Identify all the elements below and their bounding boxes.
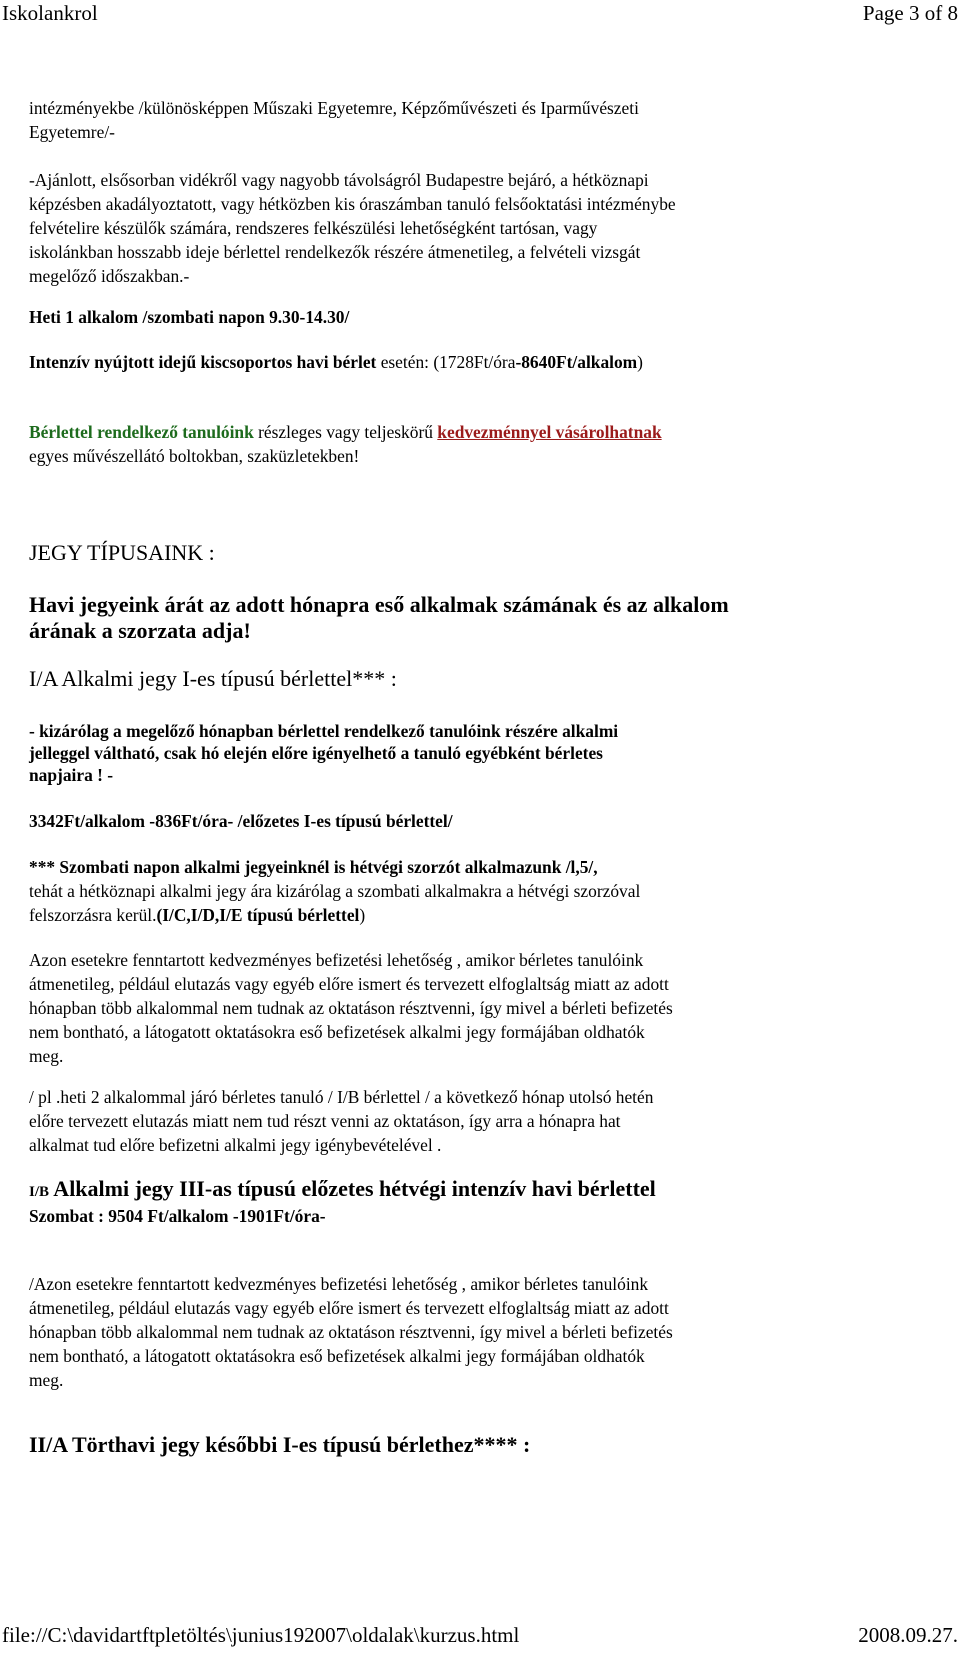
ia-description: - kizárólag a megelőző hónapban bérlettel rendelkező tanulóink részére alkalmi jelleggel váltható, csak hó elején előre igényelhető a tanuló egyébként bérletes napjaira ! - <box>29 721 619 785</box>
paragraph-ajanlott: -Ajánlott, elsősorban vidékről vagy nagyobb távolságról Budapestre bejáró, a hétköznapi képzésben akadályoztatott, vagy hétközben kis óraszámban tanuló felsőoktatási intézménybe felvételire készülők számára, rendszeres felkészülési lehetőségként tartósan, vagy iskolánkban hosszabb ideje bérlettel rendelkezők részére átmenetileg, a felvételi vizsgát megelőző időszakban.- <box>29 170 676 286</box>
print-date: 2008.09.27. <box>858 1623 958 1647</box>
page-header <box>0 0 960 30</box>
section-title-ia: I/A Alkalmi jegy I-es típusú bérlettel*** : <box>29 666 397 691</box>
ia-price: 3342Ft/alkalom -836Ft/óra- /előzetes I-es típusú bérlettel/ <box>29 811 453 831</box>
saturday-multiplier-paragraph: *** Szombati napon alkalmi jegyeinknél is hétvégi szorzót alkalmazunk /l,5/, tehát a hétköznapi alkalmi jegy ára kizárólag a szombati alkalmakra a hétvégi szorzóval felszorzásra kerül.(I/C,I/D,I/E típusú bérlettel) <box>29 857 641 925</box>
pass-holders-label: Bérlettel rendelkező tanulóink <box>29 422 254 442</box>
discount-link[interactable]: kedvezménnyel vásárolhatnak <box>437 422 662 442</box>
paragraph-example: / pl .heti 2 alkalommal járó bérletes tanuló / I/B bérlettel / a következő hónap utolsó hetén előre tervezett elutazás miatt nem tud részt venni az oktatáson, így arra a hónapra hat alkalmat tud előre befizetni alkalmi jegy igénybevételével . <box>29 1087 654 1155</box>
section-title-ib: I/B Alkalmi jegy III-as típusú előzetes hétvégi intenzív havi bérlettel Szombat : 9504 Ft/alkalom -1901Ft/óra- <box>29 1176 929 1227</box>
paragraph-intezmenyek: intézményekbe /különösképpen Műszaki Egyetemre, Képzőművészeti és Iparművészeti Egyetemre/- <box>29 98 639 142</box>
file-path: file://C:\davidartftpletöltés\junius192007\oldalak\kurzus.html <box>2 1623 520 1647</box>
ib-price: Szombat : 9504 Ft/alkalom -1901Ft/óra- <box>29 1206 326 1226</box>
document-title: Iskolankrol <box>2 1 98 25</box>
schedule-line: Heti 1 alkalom /szombati napon 9.30-14.30/ <box>29 307 350 327</box>
page-footer <box>0 1622 960 1652</box>
section-title-iia: II/A Törthavi jegy későbbi I-es típusú bérlethez**** : <box>29 1432 531 1457</box>
page-number: Page 3 of 8 <box>862 1 958 25</box>
section-title-ticket-types: JEGY TÍPUSAINK : <box>29 540 215 565</box>
paragraph-azon-1: Azon esetekre fenntartott kedvezményes befizetési lehetőség , amikor bérletes tanulóink átmenetileg, például elutazás vagy egyéb előre ismert és tervezett elfoglaltság miatt az adott hónapban több alkalommal nem tudnak az oktatáson résztvenni, így mivel a bérleti befizetés nem bontható, a látogatott oktatásokra eső befizetések alkalmi jegy formájában oldhatók meg. <box>29 950 673 1066</box>
monthly-price-rule: Havi jegyeink árát az adott hónapra eső alkalmak számának és az alkalom árának a szorzata adja! <box>29 592 729 643</box>
discount-paragraph: Bérlettel rendelkező tanulóink részleges vagy teljeskörű kedvezménnyel vásárolhatnak egyes művészellátó boltokban, szaküzletekben! <box>29 422 662 466</box>
intensive-pass-line: Intenzív nyújtott idejű kiscsoportos havi bérlet esetén: (1728Ft/óra-8640Ft/alkalom) <box>29 352 643 372</box>
paragraph-azon-2: /Azon esetekre fenntartott kedvezményes befizetési lehetőség , amikor bérletes tanulóink átmenetileg, például elutazás vagy egyéb előre ismert és tervezett elfoglaltság miatt az adott hónapban több alkalommal nem tudnak az oktatáson résztvenni, így mivel a bérleti befizetés nem bontható, a látogatott oktatásokra eső befizetések alkalmi jegy formájában oldhatók meg. <box>29 1274 673 1390</box>
